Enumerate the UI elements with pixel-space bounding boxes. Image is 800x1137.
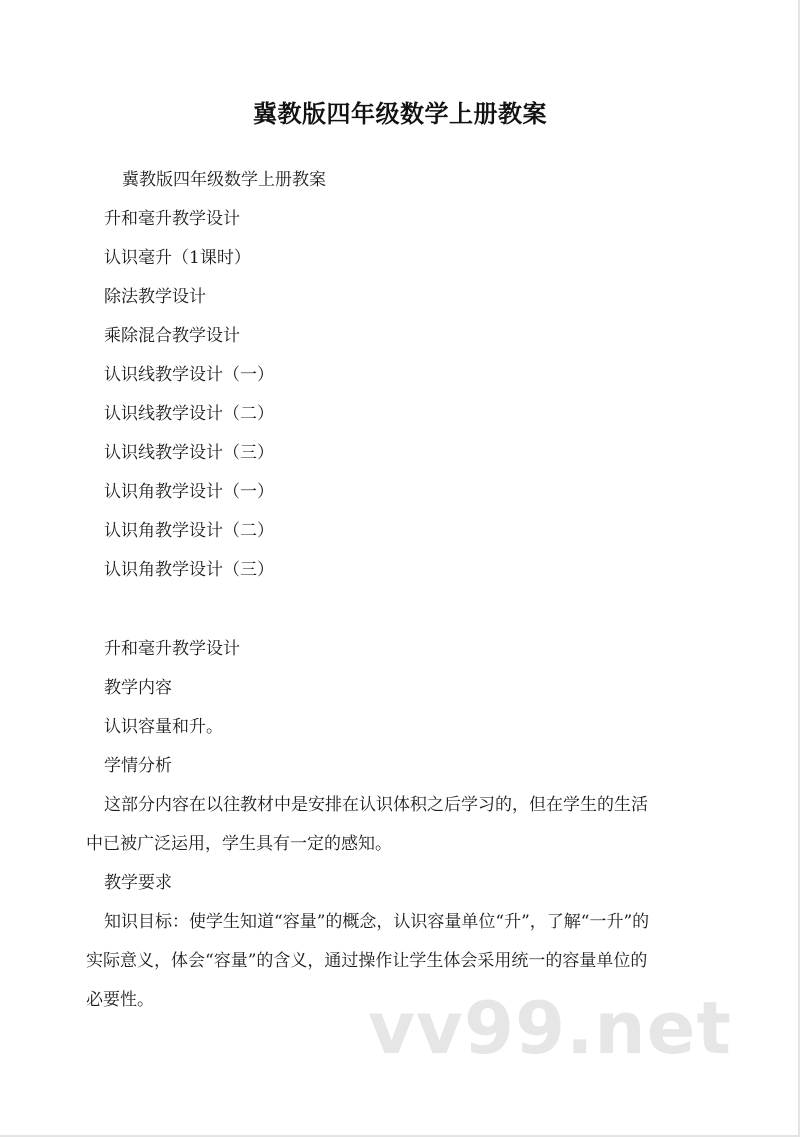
toc-item: 认识线教学设计（一） — [104, 365, 274, 385]
goal-paragraph-line: 知识目标：使学生知道“容量”的概念，认识容量单位“升”，了解“一升”的 — [104, 912, 650, 932]
toc-item: 升和毫升教学设计 — [104, 209, 240, 229]
toc-list — [104, 209, 274, 599]
content-text: 认识容量和升。 — [104, 717, 223, 737]
requirements-heading: 教学要求 — [104, 873, 172, 893]
toc-item: 认识角教学设计（一） — [104, 482, 274, 502]
analysis-heading: 学情分析 — [104, 756, 172, 776]
analysis-paragraph-line: 这部分内容在以往教材中是安排在认识体积之后学习的，但在学生的生活 — [104, 795, 648, 815]
document-title: 冀教版四年级数学上册教案 — [253, 99, 547, 128]
goal-paragraph-line: 实际意义，体会“容量”的含义，通过操作让学生体会采用统一的容量单位的 — [86, 951, 648, 971]
toc-item: 认识角教学设计（三） — [104, 560, 274, 580]
analysis-paragraph-line: 中已被广泛运用，学生具有一定的感知。 — [86, 834, 392, 854]
watermark-text: vv99.net — [368, 986, 732, 1070]
goal-paragraph-line: 必要性。 — [86, 990, 154, 1010]
toc-item: 认识线教学设计（二） — [104, 404, 274, 424]
section-title: 升和毫升教学设计 — [104, 639, 240, 659]
toc-item: 除法教学设计 — [104, 287, 206, 307]
toc-item: 认识线教学设计（三） — [104, 443, 274, 463]
toc-item: 认识角教学设计（二） — [104, 521, 274, 541]
content-heading: 教学内容 — [104, 678, 172, 698]
toc-item: 认识毫升（1课时） — [104, 248, 251, 268]
toc-item: 乘除混合教学设计 — [104, 326, 240, 346]
toc-heading: 冀教版四年级数学上册教案 — [122, 170, 326, 190]
